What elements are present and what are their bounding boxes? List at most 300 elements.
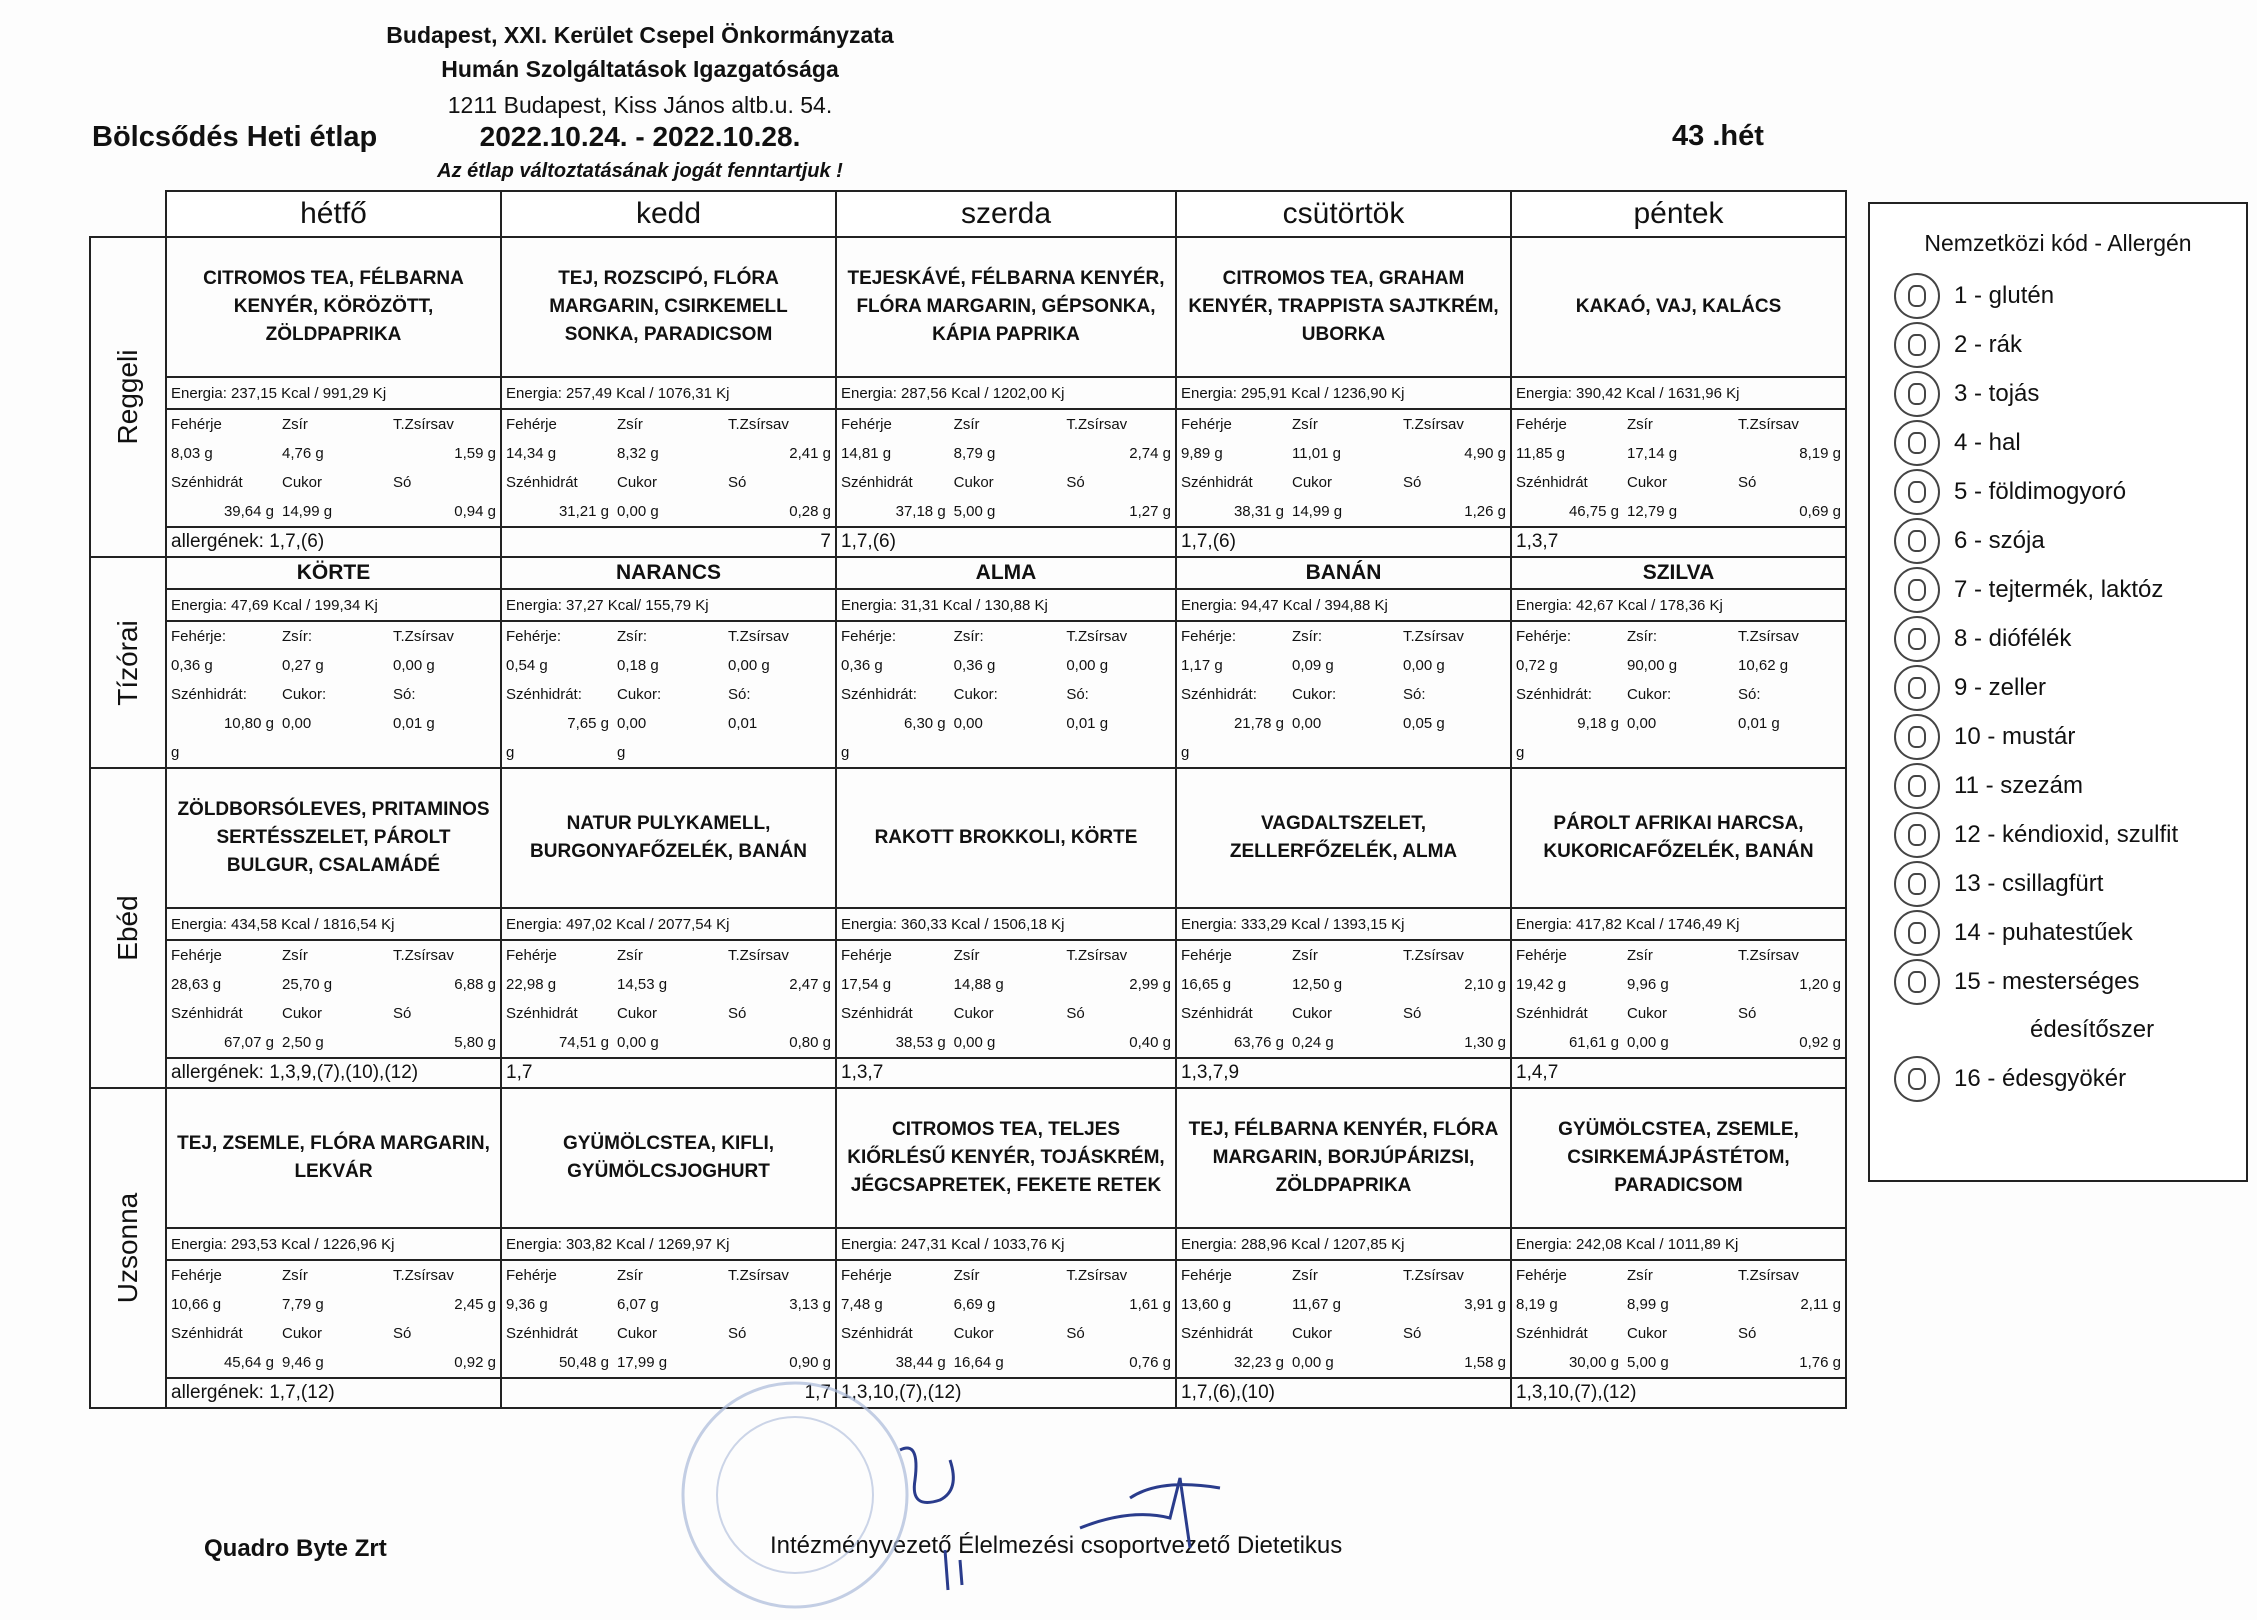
nutrient-label: Szénhidrát [171,1325,243,1342]
nutrient-value: 0,76 g [1129,1354,1171,1371]
nutrient-label: Só [1066,474,1085,491]
nutrient-label: T.Zsírsav [1403,1267,1464,1284]
nutrient-value: 9,36 g [506,1296,548,1313]
nutrient-label: Cukor [282,1005,323,1022]
notice: Az étlap változtatásának jogát fenntartjuk ! [437,160,843,182]
nutrient-label: Zsír: [282,628,312,645]
nutrition-grid [502,622,835,767]
nutrient-label: T.Zsírsav [1738,947,1799,964]
nutrient-value: 38,44 g [895,1354,946,1371]
nutrient-label: Zsír [617,1267,643,1284]
legend-item-continuation: édesítőszer [2030,1016,2155,1043]
legend-item-text: 15 - mesterséges [1954,967,2140,995]
nutrient-label: Zsír [1627,416,1653,433]
nutrient-value: 9,46 g [282,1354,324,1371]
footer-company: Quadro Byte Zrt [204,1535,387,1562]
dish-cell: PÁROLT AFRIKAI HARCSA, KUKORICAFŐZELÉK, BANÁN [1511,768,1846,908]
nutrient-label: Cukor: [282,686,327,703]
legend-item-text: 16 - édesgyökér [1954,1064,2127,1092]
nutrient-value: 4,76 g [282,445,324,462]
nutrient-label: Zsír [953,947,980,964]
energy-cell: Energia: 42,67 Kcal / 178,36 Kj [1511,589,1846,621]
nutrient-value: 12,50 g [1292,976,1343,993]
nutrient-label: Zsír [282,947,308,964]
nutrient-label: Zsír [1627,947,1653,964]
nutrient-value: 38,53 g [895,1034,946,1051]
nutrient-value: 7,65 g [567,715,609,732]
nutrient-value: 0,00 g [1292,1354,1334,1371]
nutrient-value: 90,00 g [1627,657,1678,674]
legend-title: Nemzetközi kód - Allergén [1924,230,2192,256]
nutrient-value: 0,00 g [1627,1034,1669,1051]
dish-cell: TEJ, FÉLBARNA KENYÉR, FLÓRA MARGARIN, BORJÚPÁRIZSI, ZÖLDPAPRIKA [1176,1088,1511,1228]
nutrition-grid [1512,410,1845,526]
nutrient-value: 8,32 g [617,445,659,462]
nutrient-label: T.Zsírsav [1066,947,1128,964]
footer-roles: Intézményvezető Élelmezési csoportvezető Dietetikus [770,1532,1343,1559]
energy-cell: Energia: 94,47 Kcal / 394,88 Kj [1176,589,1511,621]
nutrient-value: 9,89 g [1181,445,1223,462]
nutrition-cell [166,621,501,768]
nutrient-value: 0,92 g [1799,1034,1841,1051]
nutrient-label: Só [1738,1325,1757,1342]
energy-cell: Energia: 390,42 Kcal / 1631,96 Kj [1511,377,1846,409]
legend-item [1894,761,2246,810]
energy-cell: Energia: 333,29 Kcal / 1393,15 Kj [1176,908,1511,940]
nutrient-label: Fehérje [506,1267,557,1284]
nutrient-value: 14,88 g [953,976,1004,993]
nutrient-value: 0,00 g [617,503,659,520]
dish-cell: TEJ, ROZSCIPÓ, FLÓRA MARGARIN, CSIRKEMELL SONKA, PARADICSOM [501,237,836,377]
allergen-legend [1868,202,2248,1182]
nutrient-label: Cukor [1292,1325,1333,1342]
energy-cell: Energia: 47,69 Kcal / 199,34 Kj [166,589,501,621]
nutrient-value: 8,19 g [1516,1296,1558,1313]
nutrient-label: Cukor [1627,474,1668,491]
nutrient-value: 28,63 g [171,976,222,993]
nutrition-cell [166,940,501,1058]
nutrient-label: Fehérje [171,947,222,964]
nutrient-value: 0,05 g [1403,715,1445,732]
legend-item [1894,565,2246,614]
nutrient-label: Só [1066,1325,1085,1342]
nutrient-label: Szénhidrát [506,1005,578,1022]
legend-item-text: 1 - glutén [1954,281,2055,309]
nutrient-value: 1,58 g [1464,1354,1506,1371]
allergen-cell: 1,3,7 [836,1058,1176,1088]
soy-icon [1894,518,1940,564]
nutrient-label: T.Zsírsav [1066,416,1128,433]
nutrient-label: Szénhidrát [1181,1005,1253,1022]
allergen-cell: 7 [501,527,836,557]
nutrient-label: Só [728,1325,747,1342]
nutrient-label: Szénhidrát: [1181,686,1257,703]
meal-label [90,237,166,557]
nutrient-value: 0,00 [617,715,647,732]
wheat-icon [1894,273,1940,319]
legend-item [1894,1054,2246,1103]
nutrition-grid [1177,622,1510,767]
nutrient-value: 8,99 g [1627,1296,1669,1313]
nutrition-cell [1176,940,1511,1058]
nutrition-grid [1177,410,1510,526]
nutrient-label: Fehérje [506,416,557,433]
legend-item-text: 6 - szója [1954,526,2045,554]
nutrient-label: Fehérje: [1516,628,1572,645]
nutrient-value: 0,00 [953,715,983,732]
nutrient-label: Cukor [1627,1005,1668,1022]
nutrient-label: Szénhidrát [841,474,913,491]
legend-item-text: 12 - kéndioxid, szulfit [1954,820,2179,848]
nutrient-label: Fehérje [1181,1267,1232,1284]
dish-cell: TEJESKÁVÉ, FÉLBARNA KENYÉR, FLÓRA MARGARIN, GÉPSONKA, KÁPIA PAPRIKA [836,237,1176,377]
nutrient-value: 12,79 g [1627,503,1678,520]
nutrient-value: 5,00 g [1627,1354,1669,1371]
nutrition-grid [502,410,835,526]
nutrient-label: Zsír [1292,947,1318,964]
nutrient-label: Zsír [282,416,308,433]
handwritten-initials-icon [880,1440,1000,1600]
nutrient-unit: g [506,744,515,761]
nutrition-cell [501,409,836,527]
nutrient-value: 63,76 g [1233,1034,1284,1051]
nutrient-value: 0,00 g [953,1034,996,1051]
dish-cell: TEJ, ZSEMLE, FLÓRA MARGARIN, LEKVÁR [166,1088,501,1228]
nutrition-grid [1512,622,1845,767]
nutrient-label: Só [1403,474,1422,491]
corner-blank [90,191,166,237]
nutrient-label: Szénhidrát [171,474,243,491]
nutrient-value: 1,26 g [1464,503,1506,520]
nutrition-cell [1511,940,1846,1058]
nutrient-label: Fehérje [1516,1267,1567,1284]
nutrient-value: 6,88 g [454,976,496,993]
nutrient-label: T.Zsírsav [393,1267,454,1284]
nutrition-grid [1512,941,1845,1057]
crab-icon [1894,322,1940,368]
nutrient-value: 2,99 g [1129,976,1171,993]
energy-cell: Energia: 295,91 Kcal / 1236,90 Kj [1176,377,1511,409]
legend-item-text: 10 - mustár [1954,722,2076,750]
milk-icon [1894,567,1940,613]
nutrient-label: Zsír: [1627,628,1657,645]
nutrient-value: 7,48 g [841,1296,883,1313]
nutrient-label: Só [393,1005,412,1022]
legend-item [1894,418,2246,467]
nutrition-cell [1176,621,1511,768]
nutrient-label: Szénhidrát [506,1325,578,1342]
egg-icon [1894,371,1940,417]
nutrient-value: 46,75 g [1568,503,1619,520]
dish-cell: CITROMOS TEA, FÉLBARNA KENYÉR, KÖRÖZÖTT, ZÖLDPAPRIKA [166,237,501,377]
nutrition-cell [836,940,1176,1058]
nutrition-cell [1176,1260,1511,1378]
nutrient-label: T.Zsírsav [393,416,454,433]
dish-cell: KÖRTE [166,557,501,589]
day-header: kedd [501,191,836,237]
nutrient-value: 0,01 g [1066,715,1109,732]
meal-label-text: Ebéd [112,895,143,961]
sesame-icon [1894,763,1940,809]
allergen-cell: 1,7 [501,1378,836,1408]
nutrient-label: Só [1403,1005,1422,1022]
nutrient-value: 6,07 g [617,1296,659,1313]
nutrient-label: Zsír [1292,416,1318,433]
nutrition-cell [836,409,1176,527]
energy-cell: Energia: 237,15 Kcal / 991,29 Kj [166,377,501,409]
allergen-cell: 1,4,7 [1511,1058,1846,1088]
nutrition-grid [1177,941,1510,1057]
page-title: Bölcsődés Heti étlap [92,121,378,153]
nutrient-label: Szénhidrát [1516,1325,1588,1342]
meal-label [90,1088,166,1408]
nutrient-value: 0,90 g [789,1354,831,1371]
nutrient-label: Zsír [617,416,643,433]
nutrition-grid [167,941,500,1057]
legend-item-text: 13 - csillagfürt [1954,869,2104,897]
nutrient-label: Fehérje [1181,416,1232,433]
legend-item [1894,271,2246,320]
nutrient-value: 0,40 g [1129,1034,1171,1051]
nutrient-value: 16,65 g [1181,976,1232,993]
nutrient-label: T.Zsírsav [393,947,454,964]
energy-cell: Energia: 497,02 Kcal / 2077,54 Kj [501,908,836,940]
nutrient-label: T.Zsírsav [1738,628,1799,645]
nutrient-label: Só: [1066,686,1089,703]
nutrient-unit: g [617,744,626,761]
nutrient-label: Só: [728,686,751,703]
nutrient-label: Szénhidrát [841,1005,913,1022]
meal-label-text: Reggeli [112,349,143,445]
day-header: hétfő [166,191,501,237]
nutrient-label: Fehérje [841,1267,892,1284]
day-header: szerda [836,191,1176,237]
dish-cell: GYÜMÖLCSTEA, ZSEMLE, CSIRKEMÁJPÁSTÉTOM, PARADICSOM [1511,1088,1846,1228]
address: 1211 Budapest, Kiss János altb.u. 54. [447,92,833,118]
nutrient-label: Szénhidrát [841,1325,913,1342]
nutrient-value: 3,91 g [1464,1296,1506,1313]
allergen-cell: 1,3,10,(7),(12) [836,1378,1176,1408]
nutrient-label: Só: [1738,686,1761,703]
nutrient-label: Cukor [282,1325,323,1342]
nutrient-value: 0,54 g [506,657,548,674]
nutrient-value: 25,70 g [282,976,333,993]
nutrient-label: Cukor: [953,686,998,703]
legend-item [1894,712,2246,761]
nutrient-label: Szénhidrát: [506,686,582,703]
nutrient-value: 9,96 g [1627,976,1669,993]
nutrient-label: Zsír [953,416,980,433]
legend-item [1894,516,2246,565]
nutrition-grid [837,622,1175,767]
nutrition-cell [166,1260,501,1378]
energy-cell: Energia: 360,33 Kcal / 1506,18 Kj [836,908,1176,940]
nutrient-label: T.Zsírsav [1066,1267,1128,1284]
nutrient-label: Cukor [1292,1005,1333,1022]
legend-item [1894,810,2246,859]
nutrient-value: 2,41 g [789,445,831,462]
allergen-cell: allergének: 1,3,9,(7),(10),(12) [166,1058,501,1088]
nutrient-value: 7,79 g [282,1296,324,1313]
handwritten-signature-icon [1070,1468,1250,1558]
nutrient-value: 11,67 g [1292,1296,1341,1313]
energy-cell: Energia: 293,53 Kcal / 1226,96 Kj [166,1228,501,1260]
nutrient-value: 8,79 g [953,445,996,462]
nutrient-value: 0,01 g [393,715,435,732]
meal-label [90,768,166,1088]
meal-label-text: Tízórai [112,619,143,706]
nutrient-unit: g [1516,744,1525,761]
dish-cell: NARANCS [501,557,836,589]
meal-label-text: Uzsonna [112,1192,143,1304]
week-number: 43 .hét [1672,120,1764,152]
nutrient-value: 5,80 g [454,1034,496,1051]
nutrient-value: 1,27 g [1129,503,1171,520]
nutrient-label: Szénhidrát [1181,474,1253,491]
legend-item [1894,859,2246,908]
nutrient-value: 17,99 g [617,1354,668,1371]
nutrient-value: 8,19 g [1799,445,1841,462]
nutrient-label: Cukor: [1627,686,1672,703]
nutrition-grid [167,1261,500,1377]
nutrient-value: 14,99 g [282,503,333,520]
mustard-icon [1894,714,1940,760]
nutrient-label: T.Zsírsav [1403,628,1464,645]
allergen-cell: 1,3,7 [1511,527,1846,557]
nutrient-label: Só [393,474,412,491]
nutrient-value: 2,11 g [1800,1296,1841,1313]
peanut-icon [1894,469,1940,515]
nutrient-value: 0,69 g [1799,503,1841,520]
nutrient-value: 4,90 g [1464,445,1506,462]
nutrient-label: Só [728,1005,747,1022]
nutrient-label: Fehérje: [1181,628,1237,645]
nutrient-value: 0,72 g [1516,657,1558,674]
dish-cell: ALMA [836,557,1176,589]
nutrient-label: Szénhidrát: [841,686,917,703]
menu-table [89,190,1847,1409]
energy-cell: Energia: 247,31 Kcal / 1033,76 Kj [836,1228,1176,1260]
nutrient-value: 1,76 g [1799,1354,1841,1371]
nutrition-grid [837,1261,1175,1377]
nutrient-label: Fehérje: [171,628,227,645]
nutrient-label: Fehérje [171,1267,222,1284]
nutrient-value: 0,92 g [454,1354,496,1371]
nutrient-label: T.Zsírsav [728,416,789,433]
legend-item-text: 5 - földimogyoró [1954,477,2127,505]
nutrient-value: 11,01 g [1292,445,1341,462]
nutrient-label: Cukor [953,1005,994,1022]
org-line-2: Humán Szolgáltatások Igazgatósága [441,56,839,82]
nutrient-label: Só [1738,1005,1757,1022]
allergen-cell: 1,3,7,9 [1176,1058,1511,1088]
nutrition-grid [502,1261,835,1377]
nutrient-label: T.Zsírsav [728,1267,789,1284]
nutrient-unit: g [171,744,180,761]
nutrient-label: Fehérje [1181,947,1232,964]
nutrient-value: 0,00 [1292,715,1322,732]
dish-cell: KAKAÓ, VAJ, KALÁCS [1511,237,1846,377]
nutrient-label: Cukor: [617,686,662,703]
nutrient-label: Fehérje [841,947,892,964]
nutrient-label: Zsír [282,1267,308,1284]
nutrient-value: 0,28 g [789,503,831,520]
nutrient-label: Só [1738,474,1757,491]
nutrient-label: Szénhidrát [1181,1325,1253,1342]
nutrition-grid [167,622,500,767]
nutrient-label: Szénhidrát: [1516,686,1592,703]
allergen-cell: allergének: 1,7,(6) [166,527,501,557]
nutrient-label: T.Zsírsav [728,628,789,645]
energy-cell: Energia: 303,82 Kcal / 1269,97 Kj [501,1228,836,1260]
nutrient-value: 13,60 g [1181,1296,1232,1313]
nutrient-label: Cukor [617,1005,658,1022]
nutrient-label: Cukor [953,1325,994,1342]
nutrient-label: Szénhidrát [1516,1005,1588,1022]
nut-icon [1894,616,1940,662]
nutrient-value: 0,00 g [617,1034,659,1051]
nutrient-label: Szénhidrát: [171,686,247,703]
nutrient-value: 0,00 [282,715,312,732]
nutrient-value: 1,17 g [1181,657,1223,674]
nutrient-label: Fehérje [1516,416,1567,433]
liquorice-icon [1894,1056,1940,1102]
energy-cell: Energia: 37,27 Kcal/ 155,79 Kj [501,589,836,621]
nutrient-value: 2,50 g [282,1034,324,1051]
nutrient-value: 31,21 g [558,503,609,520]
mollusc-icon [1894,910,1940,956]
nutrient-value: 1,20 g [1799,976,1841,993]
nutrient-value: 0,01 g [1738,715,1780,732]
nutrient-value: 2,45 g [454,1296,496,1313]
energy-cell: Energia: 242,08 Kcal / 1011,89 Kj [1511,1228,1846,1260]
legend-item [1894,663,2246,712]
nutrient-value: 0,36 g [171,657,213,674]
allergen-cell: 1,7,(6) [836,527,1176,557]
nutrient-label: Szénhidrát [171,1005,243,1022]
nutrient-value: 0,00 g [1403,657,1445,674]
nutrient-value: 39,64 g [223,503,274,520]
energy-cell: Energia: 434,58 Kcal / 1816,54 Kj [166,908,501,940]
nutrient-value: 19,42 g [1516,976,1567,993]
nutrient-label: Zsír: [1292,628,1322,645]
nutrition-cell [836,1260,1176,1378]
nutrition-cell [1511,621,1846,768]
nutrient-label: Cukor [953,474,994,491]
nutrition-cell [501,940,836,1058]
nutrient-value: 2,74 g [1129,445,1171,462]
nutrient-value: 14,99 g [1292,503,1343,520]
allergen-cell: 1,3,10,(7),(12) [1511,1378,1846,1408]
allergen-cell: 1,7,(6) [1176,527,1511,557]
nutrition-cell [1176,409,1511,527]
nutrient-label: Szénhidrát [1516,474,1588,491]
legend-item [1894,957,2246,1006]
nutrient-label: T.Zsírsav [393,628,454,645]
nutrient-value: 17,54 g [841,976,892,993]
nutrient-label: T.Zsírsav [1738,416,1799,433]
nutrient-value: 1,59 g [454,445,496,462]
allergen-cell: 1,7 [501,1058,836,1088]
nutrient-unit: g [1181,744,1190,761]
lupin-icon [1894,861,1940,907]
nutrient-label: T.Zsírsav [1403,416,1464,433]
nutrient-unit: g [841,744,850,761]
nutrient-value: 0,09 g [1292,657,1334,674]
nutrient-label: Cukor [1627,1325,1668,1342]
nutrient-value: 21,78 g [1233,715,1284,732]
nutrient-value: 0,00 g [728,657,770,674]
